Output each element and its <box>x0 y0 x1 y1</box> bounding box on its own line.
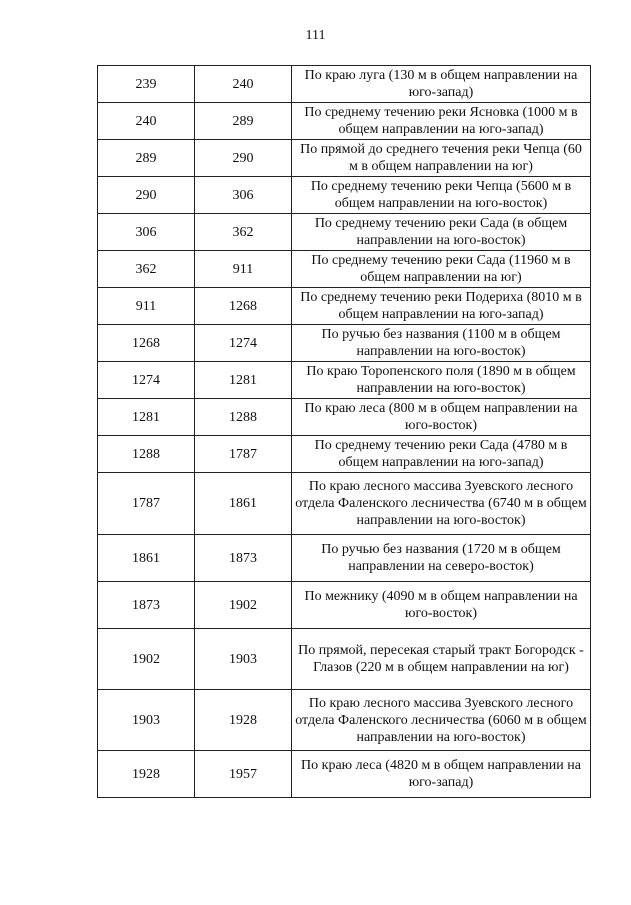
boundary-table <box>97 65 591 798</box>
to-point-cell: 1274 <box>195 325 292 362</box>
from-point-cell: 240 <box>98 103 195 140</box>
description-cell: По среднему течению реки Сада (11960 м в общем направлении на юг) <box>292 251 591 288</box>
description-cell: По среднему течению реки Ясновка (1000 м в общем направлении на юго-запад) <box>292 103 591 140</box>
from-point-cell: 1903 <box>98 690 195 751</box>
table-row <box>98 325 591 362</box>
from-point-cell: 911 <box>98 288 195 325</box>
to-point-cell: 1281 <box>195 362 292 399</box>
table-row <box>98 251 591 288</box>
description-cell: По среднему течению реки Сада (в общем направлении на юго-восток) <box>292 214 591 251</box>
to-point-cell: 1902 <box>195 582 292 629</box>
table-row <box>98 582 591 629</box>
table-row <box>98 436 591 473</box>
table-row <box>98 140 591 177</box>
page-number: 111 <box>305 28 326 43</box>
description-cell: По ручью без названия (1720 м в общем направлении на северо-восток) <box>292 535 591 582</box>
to-point-cell: 1903 <box>195 629 292 690</box>
table-row <box>98 751 591 798</box>
description-cell: По краю лесного массива Зуевского лесного отдела Фаленского лесничества (6740 м в общем направлении на юго-восток) <box>292 473 591 535</box>
table-row <box>98 214 591 251</box>
from-point-cell: 1288 <box>98 436 195 473</box>
description-cell: По межнику (4090 м в общем направлении на юго-восток) <box>292 582 591 629</box>
table-row <box>98 690 591 751</box>
table-row <box>98 629 591 690</box>
to-point-cell: 1957 <box>195 751 292 798</box>
description-cell: По ручью без названия (1100 м в общем направлении на юго-восток) <box>292 325 591 362</box>
to-point-cell: 306 <box>195 177 292 214</box>
to-point-cell: 240 <box>195 66 292 103</box>
to-point-cell: 911 <box>195 251 292 288</box>
from-point-cell: 290 <box>98 177 195 214</box>
table-row <box>98 288 591 325</box>
to-point-cell: 289 <box>195 103 292 140</box>
from-point-cell: 1268 <box>98 325 195 362</box>
description-cell: По прямой, пересекая старый тракт Богородск - Глазов (220 м в общем направлении на юг) <box>292 629 591 690</box>
to-point-cell: 290 <box>195 140 292 177</box>
description-cell: По краю луга (130 м в общем направлении на юго-запад) <box>292 66 591 103</box>
to-point-cell: 362 <box>195 214 292 251</box>
from-point-cell: 1873 <box>98 582 195 629</box>
from-point-cell: 362 <box>98 251 195 288</box>
description-cell: По краю лесного массива Зуевского лесного отдела Фаленского лесничества (6060 м в общем направлении на юго-восток) <box>292 690 591 751</box>
to-point-cell: 1268 <box>195 288 292 325</box>
description-cell: По краю леса (4820 м в общем направлении на юго-запад) <box>292 751 591 798</box>
boundary-table-body <box>98 66 591 798</box>
description-cell: По прямой до среднего течения реки Чепца (60 м в общем направлении на юг) <box>292 140 591 177</box>
from-point-cell: 1861 <box>98 535 195 582</box>
description-cell: По среднему течению реки Чепца (5600 м в общем направлении на юго-восток) <box>292 177 591 214</box>
table-row <box>98 535 591 582</box>
description-cell: По среднему течению реки Подериха (8010 м в общем направлении на юго-запад) <box>292 288 591 325</box>
from-point-cell: 1281 <box>98 399 195 436</box>
from-point-cell: 239 <box>98 66 195 103</box>
to-point-cell: 1861 <box>195 473 292 535</box>
table-row <box>98 66 591 103</box>
from-point-cell: 289 <box>98 140 195 177</box>
description-cell: По краю леса (800 м в общем направлении на юго-восток) <box>292 399 591 436</box>
from-point-cell: 1928 <box>98 751 195 798</box>
table-row <box>98 103 591 140</box>
table-row <box>98 473 591 535</box>
from-point-cell: 1787 <box>98 473 195 535</box>
description-cell: По среднему течению реки Сада (4780 м в общем направлении на юго-запад) <box>292 436 591 473</box>
table-row <box>98 177 591 214</box>
to-point-cell: 1288 <box>195 399 292 436</box>
to-point-cell: 1873 <box>195 535 292 582</box>
to-point-cell: 1787 <box>195 436 292 473</box>
from-point-cell: 1902 <box>98 629 195 690</box>
table-row <box>98 362 591 399</box>
table-row <box>98 399 591 436</box>
from-point-cell: 1274 <box>98 362 195 399</box>
description-cell: По краю Торопенского поля (1890 м в общем направлении на юго-восток) <box>292 362 591 399</box>
to-point-cell: 1928 <box>195 690 292 751</box>
from-point-cell: 306 <box>98 214 195 251</box>
